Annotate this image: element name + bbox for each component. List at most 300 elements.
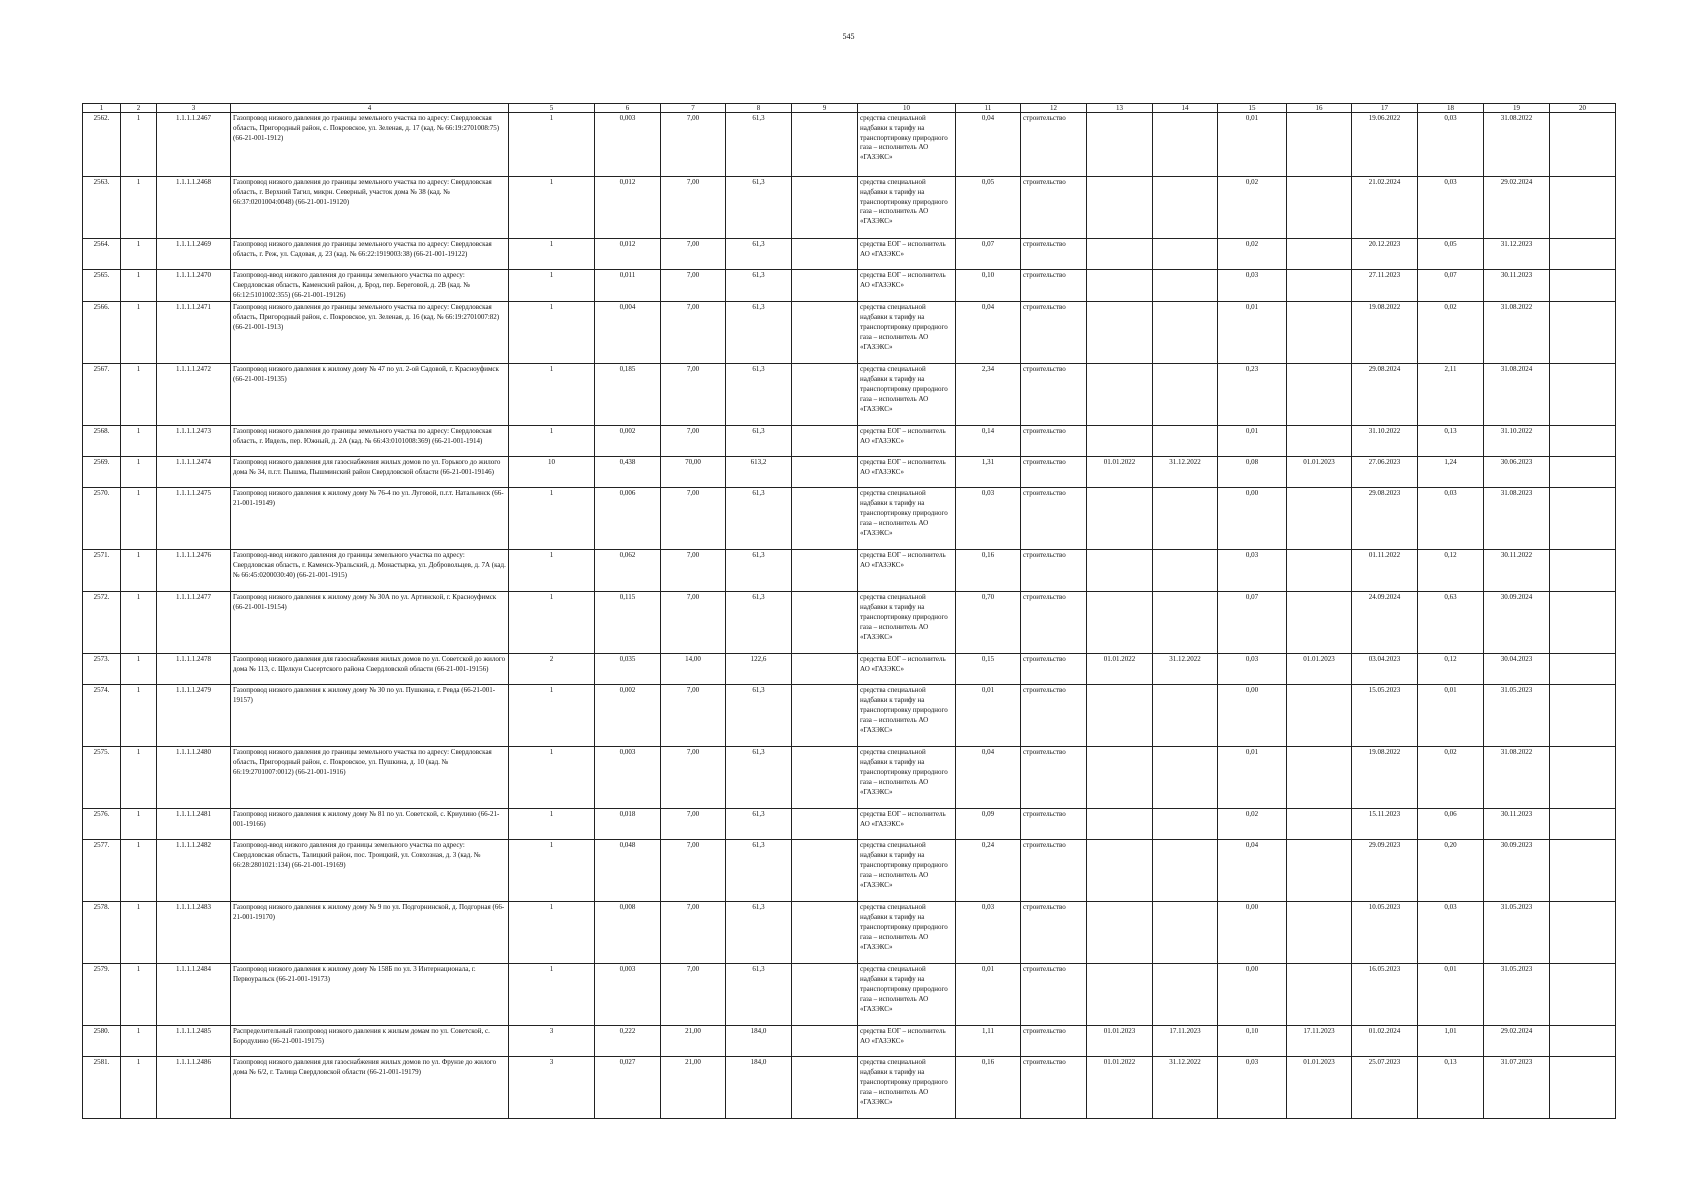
cell-col-6: 0,115 — [595, 592, 661, 654]
cell-col-1: 2569. — [83, 457, 121, 488]
cell-col-18: 0,63 — [1418, 592, 1484, 654]
column-header-10: 10 — [858, 104, 956, 113]
cell-col-9 — [792, 685, 858, 747]
cell-col-19: 31.08.2022 — [1484, 747, 1550, 809]
cell-col-4: Газопровод-ввод низкого давления до границы земельного участка по адресу: Свердловская область, Талицкий район, пос. Троицкий, ул. Совхозная, д. 3 (кад. № 66:28:2801021:134) (66-21-001-19169) — [231, 840, 509, 902]
cell-col-3: 1.1.1.1.2482 — [157, 840, 231, 902]
cell-col-15: 0,02 — [1218, 177, 1287, 239]
cell-col-16 — [1287, 177, 1352, 239]
column-header-8: 8 — [726, 104, 792, 113]
cell-col-4: Газопровод низкого давления к жилому дому № 30 по ул. Пушкина, г. Ревда (66-21-001-19157) — [231, 685, 509, 747]
cell-col-4: Распределительный газопровод низкого давления к жилым домам по ул. Советской, с. Бородулино (66-21-001-19175) — [231, 1026, 509, 1057]
cell-col-1: 2566. — [83, 302, 121, 364]
cell-col-9 — [792, 239, 858, 270]
cell-col-5: 1 — [509, 747, 595, 809]
cell-col-4: Газопровод низкого давления до границы земельного участка по адресу: Свердловская область, Пригородный район, с. Покровское, ул. Зеленая, д. 17 (кад. № 66:19:2701008:75) (66-21-001-1912) — [231, 113, 509, 177]
cell-col-5: 1 — [509, 550, 595, 592]
cell-col-19: 31.08.2024 — [1484, 364, 1550, 426]
table-row — [83, 1026, 1616, 1057]
cell-col-12: строительство — [1021, 270, 1087, 302]
cell-col-9 — [792, 1057, 858, 1119]
cell-col-6: 0,048 — [595, 840, 661, 902]
cell-col-5: 1 — [509, 840, 595, 902]
cell-col-19: 30.06.2023 — [1484, 457, 1550, 488]
cell-col-16 — [1287, 239, 1352, 270]
cell-col-19: 31.08.2022 — [1484, 302, 1550, 364]
cell-col-14 — [1153, 747, 1218, 809]
cell-col-16 — [1287, 270, 1352, 302]
cell-col-5: 1 — [509, 592, 595, 654]
cell-col-7: 7,00 — [661, 177, 726, 239]
cell-col-15: 0,00 — [1218, 902, 1287, 964]
cell-col-16 — [1287, 809, 1352, 840]
cell-col-9 — [792, 457, 858, 488]
cell-col-12: строительство — [1021, 592, 1087, 654]
cell-col-20 — [1550, 902, 1616, 964]
cell-col-4: Газопровод низкого давления к жилому дому № 30А по ул. Артинской, г. Красноуфимск (66-21-001-19154) — [231, 592, 509, 654]
cell-col-14 — [1153, 902, 1218, 964]
table-row — [83, 809, 1616, 840]
cell-col-6: 0,012 — [595, 239, 661, 270]
cell-col-12: строительство — [1021, 1026, 1087, 1057]
cell-col-9 — [792, 113, 858, 177]
table-row — [83, 654, 1616, 685]
cell-col-15: 0,02 — [1218, 809, 1287, 840]
cell-col-7: 7,00 — [661, 113, 726, 177]
cell-col-1: 2572. — [83, 592, 121, 654]
cell-col-20 — [1550, 457, 1616, 488]
cell-col-3: 1.1.1.1.2471 — [157, 302, 231, 364]
cell-col-18: 0,12 — [1418, 550, 1484, 592]
cell-col-5: 1 — [509, 964, 595, 1026]
cell-col-4: Газопровод низкого давления к жилому дому № 47 по ул. 2-ой Садовой, г. Красноуфимск (66-21-001-19135) — [231, 364, 509, 426]
cell-col-10: средства ЕОГ – исполнитель АО «ГАЗЭКС» — [858, 270, 956, 302]
cell-col-1: 2581. — [83, 1057, 121, 1119]
cell-col-20 — [1550, 302, 1616, 364]
cell-col-19: 31.08.2023 — [1484, 488, 1550, 550]
cell-col-8: 61,3 — [726, 747, 792, 809]
table-row — [83, 550, 1616, 592]
cell-col-4: Газопровод-ввод низкого давления до границы земельного участка по адресу: Свердловская область, г. Каменск-Уральский, д. Монастырка, ул. Добровольцев, д. 7А (кад. № 66:45:0200030:40) (66-21-001-1915) — [231, 550, 509, 592]
cell-col-13 — [1087, 270, 1153, 302]
cell-col-7: 14,00 — [661, 654, 726, 685]
cell-col-13 — [1087, 964, 1153, 1026]
table-row — [83, 747, 1616, 809]
cell-col-11: 0,15 — [956, 654, 1021, 685]
cell-col-18: 0,03 — [1418, 177, 1484, 239]
cell-col-18: 2,11 — [1418, 364, 1484, 426]
cell-col-7: 7,00 — [661, 302, 726, 364]
cell-col-8: 61,3 — [726, 364, 792, 426]
cell-col-15: 0,00 — [1218, 685, 1287, 747]
cell-col-6: 0,002 — [595, 426, 661, 457]
cell-col-20 — [1550, 113, 1616, 177]
cell-col-2: 1 — [121, 457, 157, 488]
cell-col-8: 61,3 — [726, 113, 792, 177]
cell-col-2: 1 — [121, 747, 157, 809]
cell-col-13 — [1087, 302, 1153, 364]
cell-col-2: 1 — [121, 592, 157, 654]
cell-col-9 — [792, 426, 858, 457]
cell-col-18: 1,01 — [1418, 1026, 1484, 1057]
cell-col-9 — [792, 364, 858, 426]
cell-col-3: 1.1.1.1.2469 — [157, 239, 231, 270]
cell-col-9 — [792, 488, 858, 550]
cell-col-10: средства ЕОГ – исполнитель АО «ГАЗЭКС» — [858, 457, 956, 488]
cell-col-3: 1.1.1.1.2481 — [157, 809, 231, 840]
cell-col-14: 31.12.2022 — [1153, 1057, 1218, 1119]
cell-col-4: Газопровод низкого давления для газоснабжения жилых домов по ул. Горького до жилого дома № 34, п.г.т. Пышма, Пышминский район Свердловской области (66-21-001-19146) — [231, 457, 509, 488]
cell-col-12: строительство — [1021, 239, 1087, 270]
cell-col-7: 7,00 — [661, 964, 726, 1026]
cell-col-2: 1 — [121, 809, 157, 840]
cell-col-15: 0,02 — [1218, 239, 1287, 270]
cell-col-10: средства ЕОГ – исполнитель АО «ГАЗЭКС» — [858, 809, 956, 840]
cell-col-1: 2568. — [83, 426, 121, 457]
cell-col-17: 19.08.2022 — [1352, 302, 1418, 364]
cell-col-19: 31.07.2023 — [1484, 1057, 1550, 1119]
cell-col-20 — [1550, 177, 1616, 239]
cell-col-14 — [1153, 488, 1218, 550]
cell-col-16: 01.01.2023 — [1287, 1057, 1352, 1119]
cell-col-17: 20.12.2023 — [1352, 239, 1418, 270]
data-table — [82, 103, 1616, 1119]
column-header-11: 11 — [956, 104, 1021, 113]
cell-col-17: 03.04.2023 — [1352, 654, 1418, 685]
column-header-1: 1 — [83, 104, 121, 113]
column-header-4: 4 — [231, 104, 509, 113]
cell-col-15: 0,03 — [1218, 550, 1287, 592]
cell-col-18: 0,03 — [1418, 113, 1484, 177]
cell-col-7: 21,00 — [661, 1026, 726, 1057]
cell-col-9 — [792, 964, 858, 1026]
cell-col-1: 2576. — [83, 809, 121, 840]
cell-col-9 — [792, 550, 858, 592]
cell-col-15: 0,03 — [1218, 270, 1287, 302]
cell-col-10: средства специальной надбавки к тарифу на транспортировку природного газа – исполнитель АО «ГАЗЭКС» — [858, 1057, 956, 1119]
cell-col-12: строительство — [1021, 364, 1087, 426]
cell-col-7: 7,00 — [661, 550, 726, 592]
column-header-17: 17 — [1352, 104, 1418, 113]
cell-col-19: 31.05.2023 — [1484, 964, 1550, 1026]
cell-col-15: 0,23 — [1218, 364, 1287, 426]
cell-col-14 — [1153, 809, 1218, 840]
cell-col-13: 01.01.2023 — [1087, 1026, 1153, 1057]
cell-col-9 — [792, 809, 858, 840]
table-row — [83, 426, 1616, 457]
cell-col-6: 0,222 — [595, 1026, 661, 1057]
cell-col-13 — [1087, 747, 1153, 809]
cell-col-17: 10.05.2023 — [1352, 902, 1418, 964]
cell-col-13 — [1087, 177, 1153, 239]
cell-col-20 — [1550, 364, 1616, 426]
cell-col-1: 2580. — [83, 1026, 121, 1057]
cell-col-5: 1 — [509, 302, 595, 364]
cell-col-11: 2,34 — [956, 364, 1021, 426]
cell-col-6: 0,062 — [595, 550, 661, 592]
cell-col-7: 7,00 — [661, 270, 726, 302]
cell-col-15: 0,03 — [1218, 654, 1287, 685]
cell-col-18: 0,05 — [1418, 239, 1484, 270]
cell-col-10: средства специальной надбавки к тарифу на транспортировку природного газа – исполнитель АО «ГАЗЭКС» — [858, 113, 956, 177]
cell-col-7: 7,00 — [661, 809, 726, 840]
cell-col-2: 1 — [121, 239, 157, 270]
cell-col-3: 1.1.1.1.2475 — [157, 488, 231, 550]
cell-col-7: 7,00 — [661, 592, 726, 654]
cell-col-17: 24.09.2024 — [1352, 592, 1418, 654]
cell-col-18: 0,06 — [1418, 809, 1484, 840]
cell-col-5: 1 — [509, 809, 595, 840]
cell-col-2: 1 — [121, 113, 157, 177]
cell-col-3: 1.1.1.1.2484 — [157, 964, 231, 1026]
cell-col-9 — [792, 654, 858, 685]
cell-col-1: 2575. — [83, 747, 121, 809]
cell-col-12: строительство — [1021, 685, 1087, 747]
cell-col-15: 0,01 — [1218, 113, 1287, 177]
cell-col-11: 0,24 — [956, 840, 1021, 902]
cell-col-6: 0,012 — [595, 177, 661, 239]
cell-col-2: 1 — [121, 550, 157, 592]
cell-col-3: 1.1.1.1.2480 — [157, 747, 231, 809]
cell-col-6: 0,006 — [595, 488, 661, 550]
cell-col-11: 1,11 — [956, 1026, 1021, 1057]
cell-col-17: 19.08.2022 — [1352, 747, 1418, 809]
cell-col-8: 61,3 — [726, 902, 792, 964]
table-row — [83, 113, 1616, 177]
cell-col-20 — [1550, 488, 1616, 550]
cell-col-16: 01.01.2023 — [1287, 654, 1352, 685]
cell-col-14 — [1153, 113, 1218, 177]
cell-col-4: Газопровод низкого давления до границы земельного участка по адресу: Свердловская область, г. Верхний Тагил, микрн. Северный, участок дома № 38 (кад. № 66:37:0201004:0048) (66-21-001-19120) — [231, 177, 509, 239]
cell-col-18: 0,20 — [1418, 840, 1484, 902]
cell-col-17: 27.11.2023 — [1352, 270, 1418, 302]
cell-col-19: 29.02.2024 — [1484, 177, 1550, 239]
cell-col-16 — [1287, 113, 1352, 177]
cell-col-14: 17.11.2023 — [1153, 1026, 1218, 1057]
cell-col-20 — [1550, 840, 1616, 902]
cell-col-16 — [1287, 302, 1352, 364]
cell-col-7: 7,00 — [661, 840, 726, 902]
cell-col-16 — [1287, 550, 1352, 592]
cell-col-3: 1.1.1.1.2473 — [157, 426, 231, 457]
cell-col-12: строительство — [1021, 840, 1087, 902]
cell-col-2: 1 — [121, 426, 157, 457]
cell-col-18: 0,13 — [1418, 426, 1484, 457]
cell-col-18: 0,13 — [1418, 1057, 1484, 1119]
cell-col-13 — [1087, 239, 1153, 270]
cell-col-2: 1 — [121, 270, 157, 302]
cell-col-7: 7,00 — [661, 239, 726, 270]
cell-col-16 — [1287, 426, 1352, 457]
table-row — [83, 964, 1616, 1026]
cell-col-8: 61,3 — [726, 177, 792, 239]
cell-col-17: 21.02.2024 — [1352, 177, 1418, 239]
cell-col-1: 2573. — [83, 654, 121, 685]
cell-col-20 — [1550, 592, 1616, 654]
cell-col-9 — [792, 1026, 858, 1057]
cell-col-15: 0,01 — [1218, 302, 1287, 364]
cell-col-5: 1 — [509, 364, 595, 426]
column-header-6: 6 — [595, 104, 661, 113]
cell-col-10: средства специальной надбавки к тарифу на транспортировку природного газа – исполнитель АО «ГАЗЭКС» — [858, 902, 956, 964]
header-row — [83, 104, 1616, 113]
cell-col-19: 30.11.2022 — [1484, 550, 1550, 592]
cell-col-8: 61,3 — [726, 270, 792, 302]
cell-col-17: 19.06.2022 — [1352, 113, 1418, 177]
cell-col-19: 31.05.2023 — [1484, 902, 1550, 964]
table-row — [83, 488, 1616, 550]
cell-col-1: 2574. — [83, 685, 121, 747]
cell-col-10: средства ЕОГ – исполнитель АО «ГАЗЭКС» — [858, 426, 956, 457]
cell-col-5: 1 — [509, 113, 595, 177]
column-header-7: 7 — [661, 104, 726, 113]
cell-col-4: Газопровод низкого давления для газоснабжения жилых домов по ул. Фрунзе до жилого дома № 6/2, г. Талица Свердловской области (66-21-001-19179) — [231, 1057, 509, 1119]
cell-col-15: 0,01 — [1218, 426, 1287, 457]
cell-col-12: строительство — [1021, 488, 1087, 550]
column-header-9: 9 — [792, 104, 858, 113]
cell-col-14 — [1153, 592, 1218, 654]
cell-col-4: Газопровод низкого давления до границы земельного участка по адресу: Свердловская область, г. Реж, ул. Садовая, д. 23 (кад. № 66:22:1919003:38) (66-21-001-19122) — [231, 239, 509, 270]
cell-col-3: 1.1.1.1.2477 — [157, 592, 231, 654]
column-header-12: 12 — [1021, 104, 1087, 113]
cell-col-13 — [1087, 488, 1153, 550]
cell-col-11: 1,31 — [956, 457, 1021, 488]
cell-col-11: 0,04 — [956, 113, 1021, 177]
cell-col-4: Газопровод низкого давления к жилому дому № 158Б по ул. 3 Интернационала, г. Первоуральск (66-21-001-19173) — [231, 964, 509, 1026]
cell-col-12: строительство — [1021, 113, 1087, 177]
cell-col-5: 1 — [509, 177, 595, 239]
cell-col-14 — [1153, 302, 1218, 364]
cell-col-12: строительство — [1021, 964, 1087, 1026]
cell-col-4: Газопровод низкого давления до границы земельного участка по адресу: Свердловская область, Пригородный район, с. Покровское, ул. Пушкина, д. 10 (кад. № 66:19:2701007:0012) (66-21-001-1916) — [231, 747, 509, 809]
table-row — [83, 239, 1616, 270]
cell-col-20 — [1550, 685, 1616, 747]
cell-col-11: 0,10 — [956, 270, 1021, 302]
cell-col-6: 0,035 — [595, 654, 661, 685]
cell-col-20 — [1550, 270, 1616, 302]
cell-col-3: 1.1.1.1.2478 — [157, 654, 231, 685]
cell-col-11: 0,03 — [956, 902, 1021, 964]
column-header-2: 2 — [121, 104, 157, 113]
cell-col-17: 29.09.2023 — [1352, 840, 1418, 902]
cell-col-1: 2562. — [83, 113, 121, 177]
cell-col-13: 01.01.2022 — [1087, 1057, 1153, 1119]
cell-col-16: 01.01.2023 — [1287, 457, 1352, 488]
cell-col-11: 0,70 — [956, 592, 1021, 654]
cell-col-3: 1.1.1.1.2467 — [157, 113, 231, 177]
cell-col-12: строительство — [1021, 550, 1087, 592]
cell-col-3: 1.1.1.1.2474 — [157, 457, 231, 488]
cell-col-2: 1 — [121, 964, 157, 1026]
cell-col-14 — [1153, 239, 1218, 270]
cell-col-16 — [1287, 964, 1352, 1026]
cell-col-15: 0,01 — [1218, 747, 1287, 809]
cell-col-11: 0,09 — [956, 809, 1021, 840]
cell-col-19: 30.04.2023 — [1484, 654, 1550, 685]
cell-col-10: средства ЕОГ – исполнитель АО «ГАЗЭКС» — [858, 1026, 956, 1057]
cell-col-16 — [1287, 747, 1352, 809]
cell-col-5: 1 — [509, 426, 595, 457]
cell-col-7: 7,00 — [661, 685, 726, 747]
cell-col-10: средства специальной надбавки к тарифу на транспортировку природного газа – исполнитель АО «ГАЗЭКС» — [858, 302, 956, 364]
cell-col-8: 61,3 — [726, 685, 792, 747]
cell-col-19: 31.05.2023 — [1484, 685, 1550, 747]
cell-col-15: 0,07 — [1218, 592, 1287, 654]
cell-col-13 — [1087, 364, 1153, 426]
cell-col-18: 0,02 — [1418, 302, 1484, 364]
cell-col-3: 1.1.1.1.2470 — [157, 270, 231, 302]
cell-col-5: 10 — [509, 457, 595, 488]
cell-col-2: 1 — [121, 364, 157, 426]
table-row — [83, 302, 1616, 364]
cell-col-13 — [1087, 550, 1153, 592]
cell-col-3: 1.1.1.1.2468 — [157, 177, 231, 239]
cell-col-6: 0,004 — [595, 302, 661, 364]
cell-col-1: 2567. — [83, 364, 121, 426]
cell-col-6: 0,002 — [595, 685, 661, 747]
cell-col-16 — [1287, 592, 1352, 654]
cell-col-8: 61,3 — [726, 550, 792, 592]
cell-col-17: 01.02.2024 — [1352, 1026, 1418, 1057]
cell-col-15: 0,00 — [1218, 964, 1287, 1026]
cell-col-10: средства специальной надбавки к тарифу на транспортировку природного газа – исполнитель АО «ГАЗЭКС» — [858, 964, 956, 1026]
cell-col-14 — [1153, 550, 1218, 592]
cell-col-8: 61,3 — [726, 302, 792, 364]
table-row — [83, 685, 1616, 747]
cell-col-14 — [1153, 426, 1218, 457]
cell-col-12: строительство — [1021, 302, 1087, 364]
cell-col-13 — [1087, 685, 1153, 747]
cell-col-17: 31.10.2022 — [1352, 426, 1418, 457]
cell-col-20 — [1550, 654, 1616, 685]
cell-col-4: Газопровод-ввод низкого давления до границы земельного участка по адресу: Свердловская область, Каменский район, д. Брод, пер. Береговой, д. 2В (кад. № 66:12:5101002:355) (66-21-001-19126) — [231, 270, 509, 302]
cell-col-14 — [1153, 177, 1218, 239]
cell-col-3: 1.1.1.1.2476 — [157, 550, 231, 592]
cell-col-18: 0,01 — [1418, 685, 1484, 747]
cell-col-7: 7,00 — [661, 364, 726, 426]
cell-col-4: Газопровод низкого давления для газоснабжения жилых домов по ул. Советской до жилого дома № 113, с. Щелкун Сысертского района Свердловской области (66-21-001-19156) — [231, 654, 509, 685]
cell-col-14: 31.12.2022 — [1153, 457, 1218, 488]
cell-col-12: строительство — [1021, 426, 1087, 457]
cell-col-9 — [792, 177, 858, 239]
table-row — [83, 177, 1616, 239]
cell-col-15: 0,08 — [1218, 457, 1287, 488]
cell-col-5: 3 — [509, 1026, 595, 1057]
cell-col-15: 0,03 — [1218, 1057, 1287, 1119]
cell-col-19: 30.09.2023 — [1484, 840, 1550, 902]
cell-col-2: 1 — [121, 902, 157, 964]
cell-col-14 — [1153, 270, 1218, 302]
cell-col-12: строительство — [1021, 177, 1087, 239]
cell-col-8: 61,3 — [726, 488, 792, 550]
cell-col-7: 7,00 — [661, 902, 726, 964]
cell-col-17: 29.08.2024 — [1352, 364, 1418, 426]
cell-col-2: 1 — [121, 1057, 157, 1119]
cell-col-19: 31.12.2023 — [1484, 239, 1550, 270]
cell-col-11: 0,14 — [956, 426, 1021, 457]
cell-col-11: 0,16 — [956, 1057, 1021, 1119]
cell-col-14 — [1153, 685, 1218, 747]
cell-col-5: 1 — [509, 902, 595, 964]
cell-col-12: строительство — [1021, 747, 1087, 809]
cell-col-7: 7,00 — [661, 747, 726, 809]
cell-col-19: 31.08.2022 — [1484, 113, 1550, 177]
cell-col-13 — [1087, 426, 1153, 457]
cell-col-11: 0,01 — [956, 964, 1021, 1026]
cell-col-9 — [792, 270, 858, 302]
cell-col-5: 1 — [509, 239, 595, 270]
cell-col-5: 1 — [509, 488, 595, 550]
